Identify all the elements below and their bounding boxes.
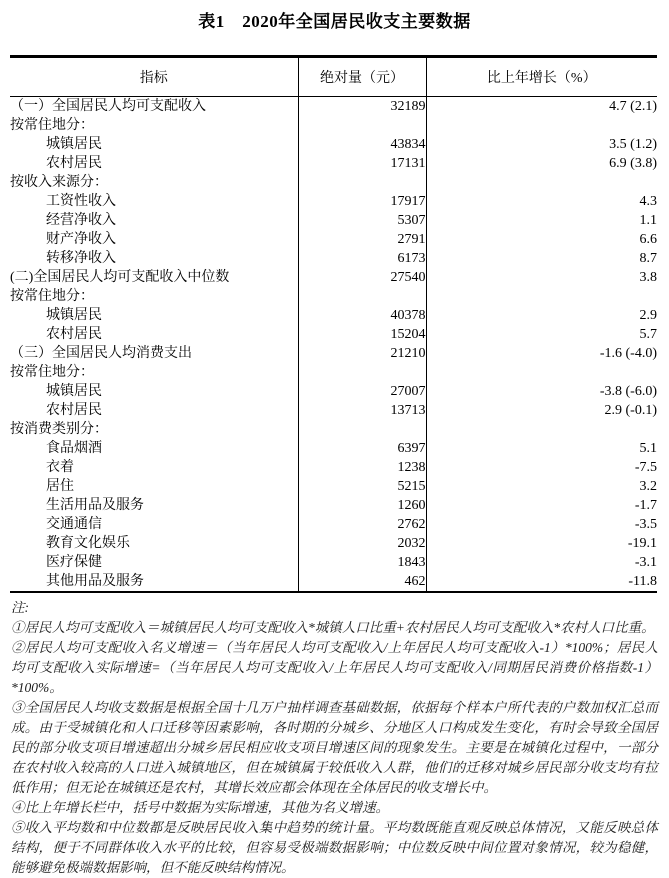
table-row: [10, 572, 657, 592]
table-body: [10, 97, 657, 593]
absolute-value-cell: [298, 420, 426, 439]
absolute-value-cell: 32189: [298, 97, 426, 117]
table-row: [10, 401, 657, 420]
notes-label: 注:: [11, 600, 29, 615]
indicator-cell: (二)全国居民人均可支配收入中位数: [10, 268, 298, 287]
absolute-value-cell: 6397: [298, 439, 426, 458]
absolute-value-cell: 21210: [298, 344, 426, 363]
table-row: [10, 496, 657, 515]
table-row: [10, 344, 657, 363]
growth-cell: -7.5: [634, 460, 657, 475]
growth-cell: -3.1: [634, 555, 657, 570]
table-row: [10, 363, 657, 382]
absolute-value-cell: 15204: [298, 325, 426, 344]
absolute-value-cell: 43834: [298, 135, 426, 154]
indicator-cell: 按常住地分：: [10, 363, 298, 382]
growth-cell: [426, 173, 657, 192]
growth-cell: 1.1: [639, 213, 657, 228]
absolute-value-cell: [298, 363, 426, 382]
note-item: ①居民人均可支配收入＝城镇居民人均可支配收入*城镇人口比重+农村居民人均可支配收入*农村人口比重。: [11, 620, 655, 635]
indicator-cell: 财产净收入: [10, 230, 298, 249]
note-item: ⑤收入平均数和中位数都是反映居民收入集中趋势的统计量。平均数既能直观反映总体情况，又能反映总体结构，便于不同群体收入水平的比较，但容易受极端数据影响；中位数反映中间位置对象情况，较为稳健，能够避免极端数据影响，但不能反映结构情况。: [11, 820, 658, 875]
growth-cell: [426, 363, 657, 382]
growth-cell: 2.9: [639, 308, 657, 323]
indicator-cell: 按常住地分：: [10, 287, 298, 306]
table-row: [10, 268, 657, 287]
table-row: [10, 534, 657, 553]
table-row: [10, 458, 657, 477]
indicator-cell: 城镇居民: [10, 382, 298, 401]
table-row: [10, 382, 657, 401]
indicator-cell: （一）全国居民人均可支配收入: [10, 97, 298, 117]
table-row: [10, 154, 657, 173]
absolute-value-cell: [298, 116, 426, 135]
absolute-value-cell: 40378: [298, 306, 426, 325]
table-header: [10, 57, 657, 97]
table-row: [10, 477, 657, 496]
growth-cell: [426, 287, 657, 306]
header-absolute-value: 绝对量（元）: [298, 57, 426, 97]
growth-cell: -19.1: [627, 536, 657, 551]
absolute-value-cell: 1260: [298, 496, 426, 515]
indicator-cell: 城镇居民: [10, 306, 298, 325]
notes-section: [11, 598, 658, 878]
growth-cell: 4.7 (2.1): [609, 99, 657, 114]
table-row: [10, 230, 657, 249]
growth-cell: -3.5: [634, 517, 657, 532]
indicator-cell: 经营净收入: [10, 211, 298, 230]
table-row: [10, 515, 657, 534]
indicator-cell: 食品烟酒: [10, 439, 298, 458]
table-row: [10, 249, 657, 268]
indicator-cell: 农村居民: [10, 401, 298, 420]
header-growth: 比上年增长（%）: [426, 57, 657, 97]
absolute-value-cell: 6173: [298, 249, 426, 268]
table-row: [10, 553, 657, 572]
absolute-value-cell: 2762: [298, 515, 426, 534]
page-title: 表1 2020年全国居民收支主要数据: [198, 12, 471, 31]
indicator-cell: 其他用品及服务: [10, 572, 298, 592]
note-item: ④比上年增长栏中，括号中数据为实际增速，其他为名义增速。: [11, 800, 389, 815]
growth-cell: 6.9 (3.8): [609, 156, 657, 171]
absolute-value-cell: 17917: [298, 192, 426, 211]
table-row: [10, 306, 657, 325]
growth-cell: 5.1: [639, 441, 657, 456]
absolute-value-cell: 2032: [298, 534, 426, 553]
indicator-cell: 生活用品及服务: [10, 496, 298, 515]
growth-cell: 6.6: [639, 232, 657, 247]
note-item: ②居民人均可支配收入名义增速＝（当年居民人均可支配收入/上年居民人均可支配收入-1）*100%；居民人均可支配收入实际增速=（当年居民人均可支配收入/上年居民人均可支配收入/同期居民消费价格指数-1）*100%。: [11, 640, 658, 695]
table-row: [10, 211, 657, 230]
growth-cell: -3.8 (-6.0): [599, 384, 657, 399]
header-indicator: 指标: [10, 57, 298, 97]
absolute-value-cell: 462: [298, 572, 426, 592]
income-expenditure-table: [10, 55, 657, 593]
header-row: [10, 57, 657, 97]
growth-cell: -1.6 (-4.0): [599, 346, 657, 361]
absolute-value-cell: 5215: [298, 477, 426, 496]
growth-cell: 3.8: [639, 270, 657, 285]
growth-cell: 8.7: [639, 251, 657, 266]
absolute-value-cell: [298, 173, 426, 192]
notes-list: [11, 618, 658, 878]
indicator-cell: 工资性收入: [10, 192, 298, 211]
growth-cell: 2.9 (-0.1): [604, 403, 657, 418]
absolute-value-cell: 27007: [298, 382, 426, 401]
growth-cell: [426, 420, 657, 439]
growth-cell: 3.2: [639, 479, 657, 494]
absolute-value-cell: 5307: [298, 211, 426, 230]
table-row: [10, 135, 657, 154]
indicator-cell: 转移净收入: [10, 249, 298, 268]
indicator-cell: 按常住地分：: [10, 116, 298, 135]
growth-cell: -11.8: [628, 574, 657, 589]
growth-cell: -1.7: [634, 498, 657, 513]
absolute-value-cell: 27540: [298, 268, 426, 287]
table-row: [10, 116, 657, 135]
table-row: [10, 173, 657, 192]
absolute-value-cell: 17131: [298, 154, 426, 173]
table-row: [10, 287, 657, 306]
indicator-cell: 医疗保健: [10, 553, 298, 572]
table-row: [10, 325, 657, 344]
indicator-cell: 交通通信: [10, 515, 298, 534]
indicator-cell: （三）全国居民人均消费支出: [10, 344, 298, 363]
indicator-cell: 按收入来源分：: [10, 173, 298, 192]
indicator-cell: 农村居民: [10, 154, 298, 173]
table-row: [10, 420, 657, 439]
indicator-cell: 衣着: [10, 458, 298, 477]
growth-cell: 3.5 (1.2): [609, 137, 657, 152]
statistics-table-page: [0, 10, 669, 875]
indicator-cell: 居住: [10, 477, 298, 496]
note-item: ③全国居民人均收支数据是根据全国十几万户抽样调查基础数据，依据每个样本户所代表的户数加权汇总而成。由于受城镇化和人口迁移等因素影响，各时期的分城乡、分地区人口构成发生变化，有时会导致全国居民的部分收支项目增速超出分城乡居民相应收支项目增速区间的现象发生。主要是在城镇化过程中，一部分在农村收入较高的人口进入城镇地区，但在城镇属于较低收入人群，他们的迁移对城乡居民部分收支均有拉低作用；但无论在城镇还是农村，其增长效应都会体现在全体居民的收支增长中。: [11, 700, 658, 795]
absolute-value-cell: 13713: [298, 401, 426, 420]
table-row: [10, 97, 657, 117]
table-row: [10, 439, 657, 458]
growth-cell: 4.3: [639, 194, 657, 209]
absolute-value-cell: 2791: [298, 230, 426, 249]
indicator-cell: 教育文化娱乐: [10, 534, 298, 553]
absolute-value-cell: 1238: [298, 458, 426, 477]
indicator-cell: 农村居民: [10, 325, 298, 344]
table-row: [10, 192, 657, 211]
indicator-cell: 城镇居民: [10, 135, 298, 154]
growth-cell: 5.7: [639, 327, 657, 342]
absolute-value-cell: 1843: [298, 553, 426, 572]
growth-cell: [426, 116, 657, 135]
indicator-cell: 按消费类别分：: [10, 420, 298, 439]
absolute-value-cell: [298, 287, 426, 306]
